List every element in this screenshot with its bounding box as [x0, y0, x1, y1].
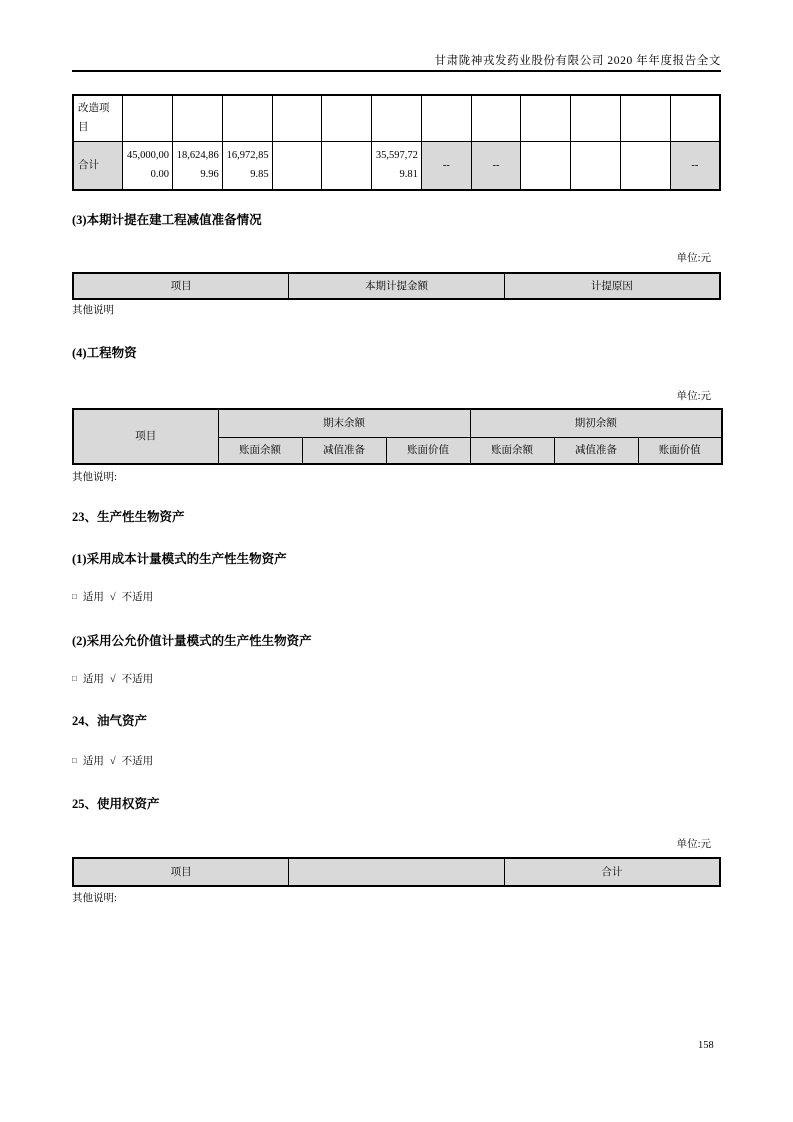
- not-applicable-label: 不适用: [121, 592, 154, 603]
- applicability-line: [72, 671, 721, 686]
- column-header: 账面余额: [218, 437, 302, 464]
- applicable-label: 适用: [82, 674, 104, 685]
- not-applicable-label: 不适用: [121, 674, 154, 685]
- table-cell: [421, 95, 471, 141]
- other-notes-text: 其他说明: [72, 305, 114, 316]
- checkbox-icon: □: [72, 592, 77, 601]
- column-group-ending-balance: 期末余额: [218, 409, 470, 437]
- column-header: 减值准备: [302, 437, 386, 464]
- table-cell: [521, 95, 571, 141]
- section-heading-impairment: (3)本期计提在建工程减值准备情况: [72, 213, 262, 227]
- column-header: 账面余额: [470, 437, 554, 464]
- column-header: 项目: [73, 858, 289, 886]
- row-label-cell: 改造项目: [73, 95, 123, 141]
- table-row-project: [73, 95, 720, 141]
- column-header-item: 项目: [73, 409, 218, 464]
- table-header-row: [73, 858, 720, 886]
- other-notes-text: 其他说明:: [72, 472, 117, 483]
- table-cell: [123, 95, 173, 141]
- check-icon: √: [109, 592, 116, 603]
- column-header: 项目: [73, 273, 289, 299]
- check-icon: √: [109, 674, 116, 685]
- column-header: 合计: [504, 858, 720, 886]
- table-cell: 18,624,869.96: [173, 141, 223, 190]
- table-cell: [670, 95, 720, 141]
- table-cell: [272, 95, 322, 141]
- column-header: [289, 858, 505, 886]
- table-cell: 16,972,859.85: [222, 141, 272, 190]
- table-header-row: [73, 409, 722, 437]
- checkbox-icon: □: [72, 756, 77, 765]
- header-rule: [72, 70, 721, 72]
- table-cell: [372, 95, 422, 141]
- engineering-materials-table: [72, 408, 723, 465]
- table-cell: [222, 95, 272, 141]
- other-notes-text: 其他说明:: [72, 893, 117, 904]
- table-cell: [471, 95, 521, 141]
- table-cell: [571, 95, 621, 141]
- subsection-heading-cost-model: (1)采用成本计量模式的生产性生物资产: [72, 552, 287, 566]
- table-cell: [521, 141, 571, 190]
- column-header: 账面价值: [638, 437, 722, 464]
- applicable-label: 适用: [82, 592, 104, 603]
- not-applicable-label: 不适用: [121, 756, 154, 767]
- table-row-total: [73, 141, 720, 190]
- unit-label: 单位:元: [676, 253, 711, 264]
- table-cell: [322, 141, 372, 190]
- column-group-beginning-balance: 期初余额: [470, 409, 722, 437]
- section-heading-productive-biological-assets: 23、生产性生物资产: [72, 510, 185, 524]
- table-cell: --: [670, 141, 720, 190]
- construction-projects-table: [72, 94, 721, 191]
- subsection-heading-fair-value-model: (2)采用公允价值计量模式的生产性生物资产: [72, 634, 312, 648]
- table-cell: [173, 95, 223, 141]
- right-of-use-assets-table: [72, 857, 721, 887]
- applicability-line: [72, 589, 721, 604]
- section-heading-right-of-use-assets: 25、使用权资产: [72, 797, 160, 811]
- unit-label: 单位:元: [676, 839, 711, 850]
- table-cell: --: [471, 141, 521, 190]
- column-header: 本期计提金额: [289, 273, 505, 299]
- page-number: 158: [698, 1040, 714, 1051]
- table-cell: [272, 141, 322, 190]
- unit-label: 单位:元: [676, 391, 711, 402]
- running-header-title: 甘肃陇神戎发药业股份有限公司 2020 年年度报告全文: [434, 55, 721, 67]
- row-label-cell: 合计: [73, 141, 123, 190]
- check-icon: √: [109, 756, 116, 767]
- section-heading-materials: (4)工程物资: [72, 346, 137, 360]
- table-cell: --: [421, 141, 471, 190]
- table-cell: [620, 95, 670, 141]
- column-header: 计提原因: [504, 273, 720, 299]
- impairment-table: [72, 272, 721, 300]
- table-cell: [322, 95, 372, 141]
- table-cell: [571, 141, 621, 190]
- table-cell: 45,000,000.00: [123, 141, 173, 190]
- section-heading-oil-gas-assets: 24、油气资产: [72, 714, 148, 728]
- checkbox-icon: □: [72, 674, 77, 683]
- table-header-row: [73, 273, 720, 299]
- column-header: 减值准备: [554, 437, 638, 464]
- table-cell: 35,597,729.81: [372, 141, 422, 190]
- applicability-line: [72, 753, 721, 768]
- applicable-label: 适用: [82, 756, 104, 767]
- table-cell: [620, 141, 670, 190]
- column-header: 账面价值: [386, 437, 470, 464]
